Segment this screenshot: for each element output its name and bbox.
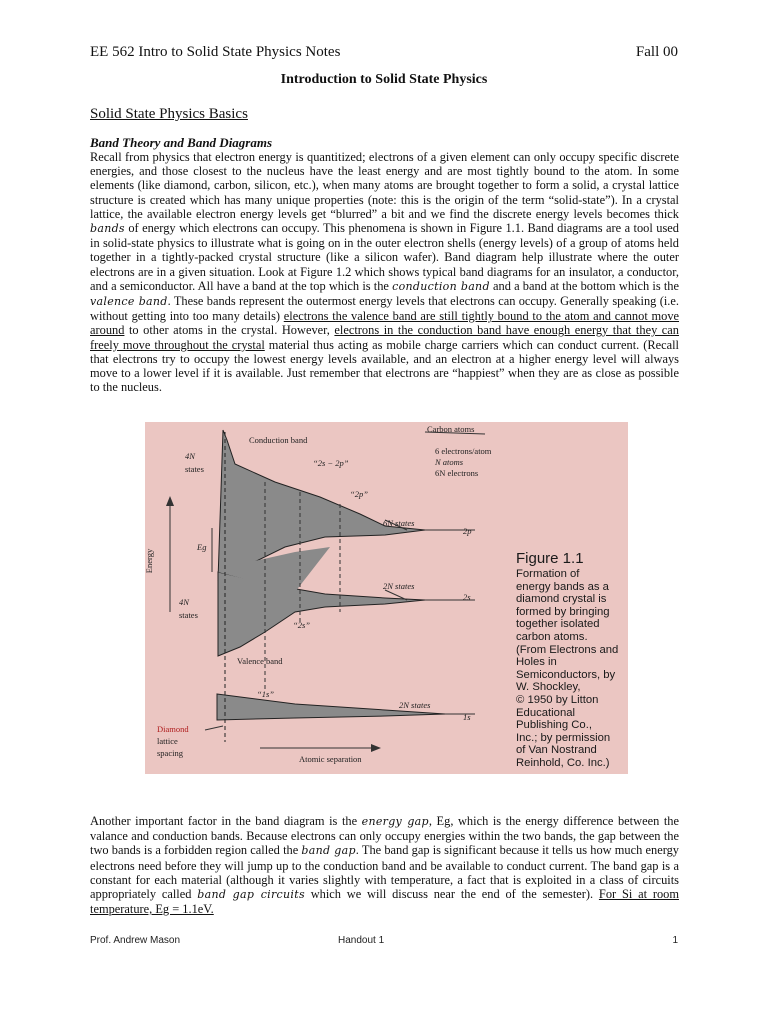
section-heading: Solid State Physics Basics [90, 106, 248, 122]
label-electrons-atom: 6 electrons/atom [435, 446, 492, 456]
subheading: Band Theory and Band Diagrams [90, 135, 273, 150]
term-band-gap-circuits: band gap circuits [197, 888, 305, 902]
label-conduction-band: Conduction band [249, 435, 308, 445]
label-2n-states-mid: 2N states [383, 581, 415, 591]
caption-line: Formation of [516, 568, 580, 580]
term-band-gap: band gap [301, 844, 356, 858]
label-eg: Eg [197, 542, 207, 552]
underlined-text: For Si at room temperature, Eg = 1.1eV. [90, 887, 679, 917]
caption-line: carbon atoms. [516, 630, 588, 643]
caption-line: Holes in [516, 656, 557, 669]
label-6n-states: 6N states [383, 518, 415, 528]
label-lattice: lattice [157, 736, 178, 746]
caption-line: Inc.; by permission [516, 731, 611, 744]
caption-line: © 1950 by Litton [516, 693, 599, 706]
label-n-atoms: N atoms [435, 457, 464, 467]
text-run: to other atoms in the crystal. However, [124, 323, 335, 338]
text-run: Another important factor in the band diagram is the [90, 814, 362, 828]
term-valence-band: valence band [90, 295, 168, 309]
course-title: EE 562 Intro to Solid State Physics Notes [90, 44, 341, 60]
footer-page-number: 1 [672, 935, 678, 946]
text-run: . These bands represent the outermost energy levels that electrons can occupy. Generally speaking (i.e. without getting into too many details) [90, 294, 679, 324]
footer-handout: Handout 1 [338, 935, 385, 946]
label-spacing: spacing [157, 748, 183, 758]
text-run: , Eg, which is the energy difference between the valance and conduction bands. Because electrons can only occupy energies within the two bands, the gap between the two bands is a forbidden region called the [90, 814, 679, 858]
label-6n-electrons: 6N electrons [435, 468, 479, 478]
text-run: of energy which electrons can occupy. This phenomena is shown in Figure 1.1. Band diagrams are a tool used in solid-state physics to illustrate what is going on in the outer electron shells (energy levels) of a group of atoms held together in a tightly-packed crystal structure (like a silicon wafer). Band diagram help illustrate where the outer electrons are in a given situation. Look at Figure 1.2 which shows typical band diagrams for an insulator, a conductor, and a semiconductor. All have a band at the top which is the [90, 221, 679, 293]
caption-line: Publishing Co., [516, 719, 592, 732]
label-4n-bottom: 4N [179, 597, 189, 607]
label-atomic-separation: Atomic separation [299, 754, 362, 764]
label-2p-quote: “2p” [350, 489, 368, 499]
caption-line: W. Shockley, [516, 681, 581, 694]
paragraph-band-theory [90, 150, 679, 394]
caption-line: of Van Nostrand [516, 744, 597, 757]
label-states-bottom: states [179, 610, 198, 620]
caption-line: formed by bringing [516, 605, 610, 618]
term-bands: bands [90, 222, 125, 236]
underlined-text: electrons in the conduction band have enough energy that they can freely move throughout the crystal [90, 323, 680, 352]
label-diamond: Diamond [157, 724, 189, 734]
text-run: material thus acting as mobile charge carriers which can conduct current. (Recall that electrons try to occupy the lowest energy levels available, and an electron at a higher energy level will always move to a lower level if it is available. Just remember that electrons are “happiest” when they are as close as possible to the nucleus. [90, 337, 679, 395]
figure-caption [516, 550, 628, 770]
label-valence-band: Valence band [237, 656, 283, 666]
leader-line [205, 726, 223, 730]
document-title: Introduction to Solid State Physics [280, 72, 488, 87]
caption-line: Semiconductors, by [516, 668, 616, 681]
label-1s: 1s [463, 712, 471, 722]
label-carbon-atoms: Carbon atoms [427, 424, 475, 434]
figure-number: Figure 1.1 [516, 550, 584, 567]
caption-line: (From Electrons and [516, 643, 619, 656]
text-run: which we will discuss near the end of the semester). [304, 887, 599, 902]
atomic-separation-arrow-head [371, 744, 381, 752]
label-2p: 2p [463, 526, 472, 536]
term-energy-gap: energy gap [361, 815, 429, 828]
label-4n-top: 4N [185, 451, 195, 461]
term-conduction-band: conduction band [392, 279, 490, 293]
label-2s-2p: “2s − 2p” [313, 458, 349, 468]
label-1s-quote: “1s” [257, 689, 275, 699]
caption-line: energy bands as a [516, 580, 609, 593]
label-energy: Energy [144, 548, 155, 574]
paragraph-energy-gap [90, 814, 679, 916]
text-run: and a band at the bottom which is the [489, 278, 679, 293]
text-run: Recall from physics that electron energy is quantitized; electrons of a given element can only occupy specific discrete energies, and those closest to the nucleus have the least energy and are most tightly bound to the atom. In some elements (like diamond, carbon, silicon, etc.), when many atoms are brought together to form a solid, a crystal lattice structure is created which has many unique properties (note: this is the origin of the term “solid-state”). In a crystal lattice, the available electron energy levels get “blurred” a bit and we find the discrete energy levels becomes thick [90, 150, 679, 221]
energy-arrow-head [166, 496, 174, 506]
text-run: . The band gap is significant because it tells us how much energy electrons need before they will jump up to the conduction band and be available to conduct current. The band gap is a constant for each material (although it varies slightly with temperature, a fact that is exploited in a class of circuits appropriately called [90, 843, 680, 902]
caption-line: diamond crystal is [516, 593, 607, 606]
label-2s-quote: “2s” [293, 620, 311, 630]
caption-line: together isolated [516, 618, 600, 631]
figure-1-1 [145, 422, 628, 774]
label-2n-states-low: 2N states [399, 700, 431, 710]
term-label: Fall 00 [635, 44, 678, 60]
underlined-text: electrons the valence band are still tightly bound to the atom and cannot move around [90, 309, 680, 338]
label-states-top: states [185, 464, 204, 474]
caption-line: Educational [516, 706, 576, 719]
footer-author: Prof. Andrew Mason [90, 935, 181, 946]
label-2s: 2s [463, 592, 471, 602]
caption-line: Reinhold, Co. Inc.) [516, 756, 610, 769]
